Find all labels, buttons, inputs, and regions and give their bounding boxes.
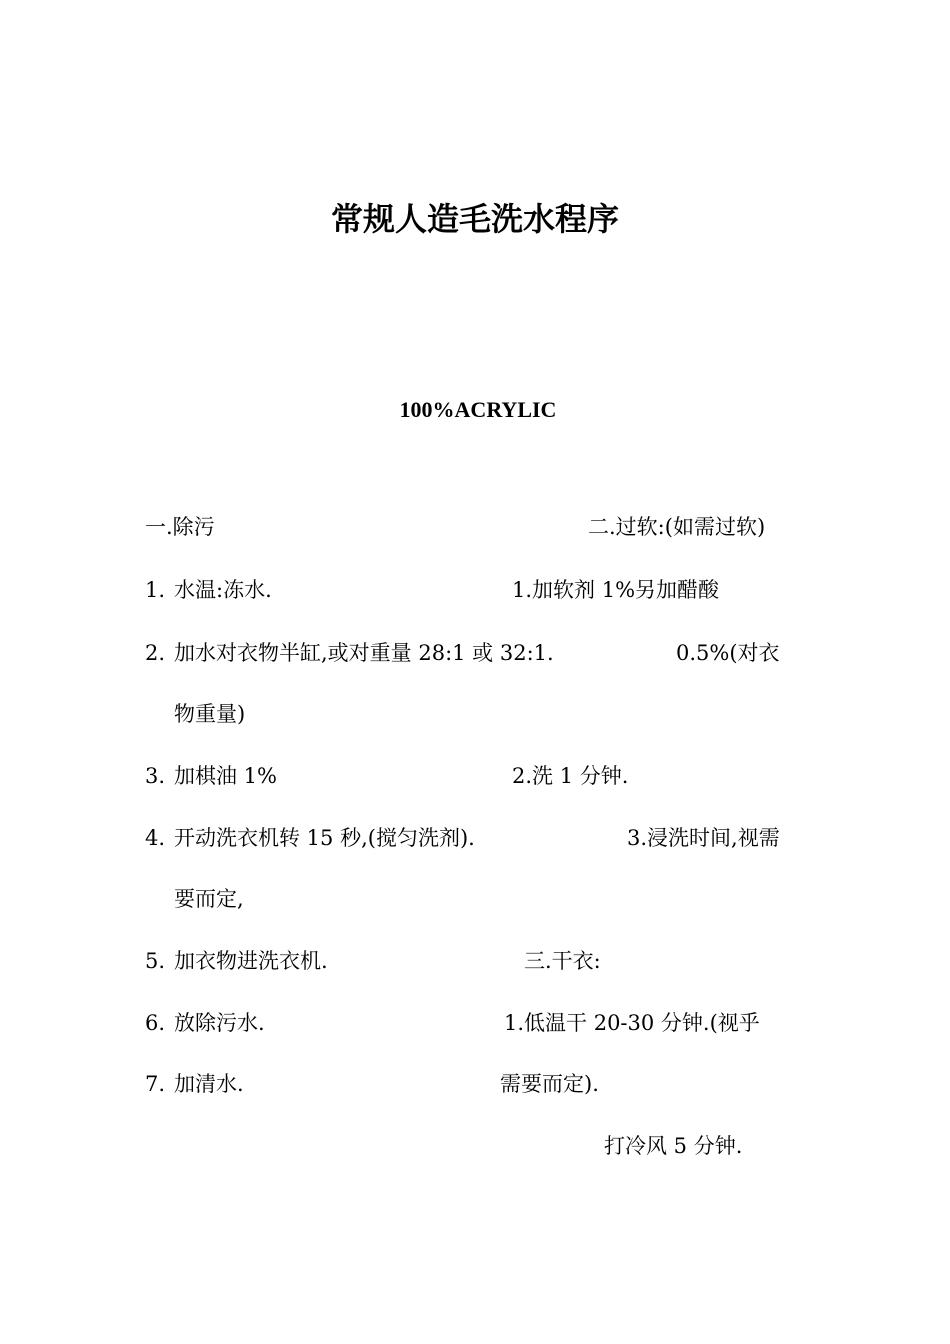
section-heading-softening: 二.过软:(如需过软) bbox=[588, 515, 766, 539]
section-heading-drying: 三.干衣: bbox=[524, 949, 601, 973]
drying-line: 打冷风 5 分钟. bbox=[604, 1134, 743, 1158]
step-text: 开动洗衣机转 15 秒,(搅匀洗剂). bbox=[174, 826, 475, 850]
step-number: 2. bbox=[145, 641, 166, 665]
section-heading-decontaminate: 一.除污 bbox=[145, 515, 215, 539]
document-subtitle: 100%ACRYLIC bbox=[399, 397, 557, 422]
step-number: 5. bbox=[145, 949, 166, 973]
step-text: 水温:冻水. bbox=[174, 578, 272, 602]
step-number: 7. bbox=[145, 1072, 166, 1096]
softening-line: 0.5%(对衣 bbox=[676, 641, 780, 665]
drying-line: 1.低温干 20-30 分钟.(视乎 bbox=[504, 1011, 760, 1035]
step-text: 放除污水. bbox=[174, 1011, 265, 1035]
step-number: 3. bbox=[145, 764, 166, 788]
step-text: 加清水. bbox=[174, 1072, 244, 1096]
step-text: 加衣物进洗衣机. bbox=[174, 949, 328, 973]
step-number: 4. bbox=[145, 826, 166, 850]
softening-line: 1.加软剂 1%另加醋酸 bbox=[512, 578, 720, 602]
softening-line: 3.浸洗时间,视需 bbox=[627, 826, 780, 850]
drying-line: 需要而定). bbox=[500, 1072, 599, 1096]
softening-line: 2.洗 1 分钟. bbox=[512, 764, 629, 788]
step-text-continuation: 物重量) bbox=[174, 702, 246, 726]
step-text-continuation: 要而定, bbox=[174, 887, 244, 911]
step-text: 加水对衣物半缸,或对重量 28:1 或 32:1. bbox=[174, 641, 554, 665]
step-text: 加棋油 1% bbox=[174, 764, 277, 788]
step-number: 1. bbox=[145, 578, 166, 602]
step-number: 6. bbox=[145, 1011, 166, 1035]
document-title: 常规人造毛洗水程序 bbox=[330, 200, 619, 238]
